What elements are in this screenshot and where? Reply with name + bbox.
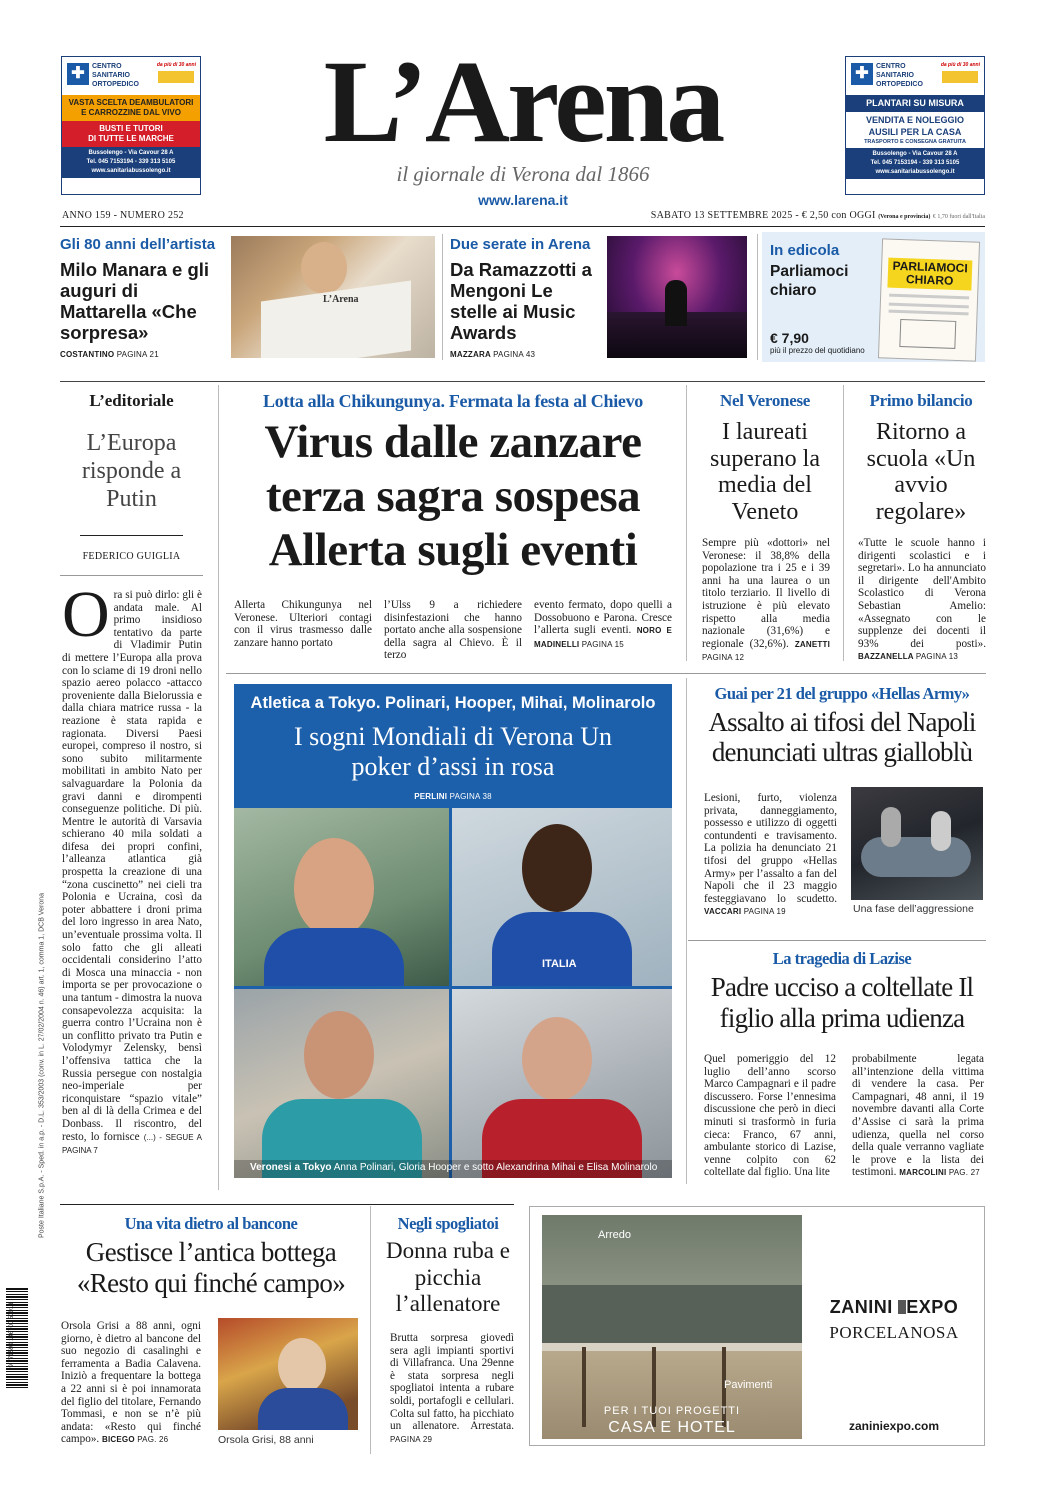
- lead-col-2: l’Ulss 9 a richiedere disinfestazioni che hanno portato anche alla sospensione della sagra al Chievo. È il terzo: [384, 599, 522, 662]
- teaser-title: Da Ramazzotti a Mengoni Le stelle ai Music Awards: [450, 259, 592, 343]
- sport-headline: I sogni Mondiali di Verona Un poker d’assi in rosa: [294, 722, 612, 781]
- masthead-logo[interactable]: L’Arena: [323, 36, 723, 167]
- story-title: Assalto ai tifosi del Napoli denunciati ultras gialloblù: [708, 707, 976, 767]
- teaser-parliamoci[interactable]: [762, 232, 985, 362]
- editorial-text: ra si può dirlo: gli è andata male. Al primo insidioso tentativo da parte di Vladimir Putin di mettere l’Europa alla prova con lo sciame di 19 droni nello spazio aereo polacco -attacco proveniente dalla Bielorussia e dalla chiara matrice russa - la reazione è stata rapida e ragionata. Diversi Paesi europei, compreso il nostro, si sono subito militarmente mobilitati in ambito Nato per salvaguardare la Polonia da gravi danni e dirompenti conseguenze politiche. Di più. Mentre le autorità di Varsavia schierano 40 mila soldati a difesa dei propri confini, l’alleanza atlantica già prospetta la creazione di una “zona cuscinetto” nei cieli tra Polonia e Ucraina, così da poter abbattere i droni prima del loro ingresso in area Nato, un’eventuale prossima volta. Il solo fatto che gli alleati occidentali considerino l’atto di Mosca una minaccia - non importa se per provocazione o una tantum - dimostra la nuova consapevolezza acquisita: la guerra contro l’Ucraina non è un conflitto privato tra Putin e Volodymyr Zelensky, bensì l’offensiva tattica che la Russia persegue con nostalgia neo-imperiale per riconquistare “spazio vitale” ben al di là della Crimea e del Donbass. Il riscontro, del resto, lo fornisce: [62, 589, 202, 1143]
- ad-line: VASTA SCELTA DEAMBULATORI: [68, 98, 194, 107]
- story-scuola[interactable]: [856, 385, 986, 662]
- teaser-music-awards[interactable]: [450, 232, 750, 362]
- lead-credit: NORO E MADINELLI PAGINA 15: [534, 626, 673, 649]
- cross-logo-icon: ✚: [67, 63, 89, 85]
- lead-col-3-text: evento fermato, dopo quelli a Dossobuono e Parona. Cresce l’allerta sugli eventi.: [534, 599, 672, 637]
- editorial[interactable]: [60, 385, 203, 1185]
- postal-notice: Poste Italiane S.p.A. - Sped. in a.p. - D.L. 353/2003 (conv. in L. 27/02/2004 n. 46) art. 1, comma 1, DCB Verona: [38, 893, 46, 1239]
- teaser-manara[interactable]: [60, 232, 435, 362]
- athlete-photo-molinarolo: [452, 989, 672, 1178]
- ad-zanini-expo[interactable]: [529, 1206, 985, 1446]
- story-lazise[interactable]: [697, 945, 987, 1185]
- ad-line: VENDITA E NOLEGGIO: [865, 115, 964, 125]
- ad-web: www.sanitariabussolengo.it: [91, 168, 171, 174]
- story-col-2: [852, 1053, 984, 1180]
- story-title: I laureati superano la media del Veneto: [710, 419, 820, 525]
- ad-line: DI TUTTE LE MARCHE: [88, 134, 174, 143]
- ad-line: PER I TUOI PROGETTI: [603, 1405, 741, 1417]
- editorial-title: L’Europa risponde a Putin: [81, 430, 182, 512]
- dateline: [600, 210, 985, 221]
- lead-col-1: Allerta Chikungunya nel Veronese. Ulteriori contagi con il virus trasmesso dalle zanzare hanno portato: [234, 599, 372, 649]
- ad-tag-arredo: Arredo: [598, 1229, 632, 1241]
- story-credit: BICEGO PAG. 26: [102, 1435, 169, 1445]
- issue-number: ANNO 159 - NUMERO 252: [62, 210, 184, 221]
- story-body: [61, 1320, 201, 1447]
- ad-promo: da più di 30 anni: [940, 62, 980, 68]
- editorial-body: [62, 578, 203, 1158]
- ad-tag-pavimenti: Pavimenti: [724, 1379, 773, 1391]
- photo-caption: Orsola Grisi, 88 anni: [218, 1434, 314, 1446]
- ad-phone: Tel. 045 7153194 - 339 313 5105: [86, 159, 176, 165]
- lead-story[interactable]: [228, 385, 678, 662]
- book-cover-title: PARLIAMOCI CHIARO: [887, 258, 972, 291]
- story-body: [858, 537, 986, 664]
- lead-col-3: [534, 599, 672, 651]
- story-kicker: Primo bilancio: [869, 391, 973, 410]
- story-col-1: Quel pomeriggio del 12 luglio dell’anno scorso Marco Campagnari e il padre discussero. Forse l’ennesima discussione che però in dieci minuti si trasformò in furia cieca: Franco, 67 anni, ambulante storico di Lazise, venne colpito con 62 coltellate dal figlio. Una lite: [704, 1053, 836, 1179]
- jersey-text: ITALIA: [542, 958, 577, 970]
- price-foreign: € 1,70 fuori dall'Italia: [932, 214, 985, 220]
- price: € 7,90: [770, 330, 809, 346]
- story-text: Lesioni, furto, violenza privata, danneggiamento, possesso e utilizzo di oggetti contundenti e travisamento. La polizia ha denunciato 21 tifosi del gruppo «Hellas Army» per l’assalto a fan del Napoli che il 23 maggio festeggiavano lo scudetto.: [704, 792, 837, 905]
- photo-caption: Una fase dell’aggressione: [853, 903, 974, 915]
- editorial-author: FEDERICO GUIGLIA: [82, 551, 181, 562]
- ad-line: BUSTI E TUTORI: [99, 124, 163, 133]
- story-text: Sempre più «dottori» nel Veronese: il 38,8% della popolazione tra i 25 e i 39 anni ha una laurea o un titolo terziario. Il livello di istruzione è più elevato rispetto alla media nazionale (31,6%) e regionale (32,6%).: [702, 537, 830, 650]
- ad-web: www.sanitariabussolengo.it: [875, 169, 955, 175]
- story-text: «Tutte le scuole hanno i dirigenti scolastici e i segretari». Lo ha annunciato il dirigente dell'Ambito Scolastico di Verona Sebastian Amelio: «Assegnato con le supplenze dei docenti il 93% dei posti».: [858, 537, 986, 650]
- story-kicker: La tragedia di Lazise: [772, 949, 912, 968]
- ad-line: CASA E HOTEL: [608, 1419, 736, 1436]
- story-title: Gestisce l’antica bottega «Resto qui finché campo»: [76, 1237, 346, 1298]
- ad-line: E CARROZZINE DAL VIVO: [81, 108, 181, 117]
- masthead-tagline: il giornale di Verona dal 1866: [396, 162, 650, 186]
- teaser-kicker: In edicola: [770, 242, 840, 259]
- story-credit: VACCARI PAGINA 19: [704, 907, 786, 917]
- story-text: Brutta sorpresa giovedì sera agli impianti sportivi di Villafranca. Una 29enne è stata sorpresa negli spogliatoi intenta a rubare soldi, portafogli e cellulari. Colta sul fatto, ha picchiato un allenatore. Arrestata.: [390, 1332, 514, 1433]
- story-title: Donna ruba e picchia l’allenatore: [386, 1238, 510, 1316]
- sport-credit: PERLINI PAGINA 38: [414, 792, 492, 801]
- dropcap: O: [62, 578, 110, 651]
- barcode-number: 9 771590 146700 50913: [9, 1302, 15, 1368]
- story-body: [390, 1332, 514, 1446]
- story-title: Ritorno a scuola «Un avvio regolare»: [866, 419, 976, 525]
- price-note: più il prezzo del quotidiano: [770, 346, 865, 355]
- teaser-credit: COSTANTINO PAGINA 21: [60, 350, 159, 359]
- athlete-photo-polinari: [234, 808, 449, 986]
- teaser-kicker: Gli 80 anni dell’artista: [60, 236, 216, 253]
- story-napoli[interactable]: [697, 680, 987, 930]
- date-price: SABATO 13 SETTEMBRE 2025 - € 2,50 con OGGI: [650, 210, 876, 221]
- ad-promo: da più di 30 anni: [156, 62, 196, 68]
- ad-brand: CENTRO SANITARIO ORTOPEDICO: [876, 63, 923, 88]
- book-cover: [878, 238, 980, 361]
- ad-address: Bussolengo - Via Cavour 28 A: [872, 151, 958, 157]
- cross-logo-icon: ✚: [851, 63, 873, 85]
- teaser-title: Milo Manara e gli auguri di Mattarella «Che sorpresa»: [60, 259, 210, 343]
- story-text: Orsola Grisi a 88 anni, ogni giorno, è dietro al bancone del suo negozio di casalinghi e ferramenta a Badia Calavena. Iniziò a frequentare la bottega a 22 anni si è poi innamorata del figlio del titolare, Fernando Tommasi, e non se n’è più andata: «Resto qui finché campo».: [61, 1320, 201, 1446]
- story-kicker: Una vita dietro al bancone: [124, 1214, 298, 1233]
- editorial-continue[interactable]: (...) - SEGUE A PAGINA 7: [62, 1132, 203, 1156]
- teaser-credit: MAZZARA PAGINA 43: [450, 350, 536, 359]
- story-kicker: Guai per 21 del gruppo «Hellas Army»: [714, 684, 970, 703]
- ad-left[interactable]: [61, 56, 201, 195]
- ad-brand: CENTRO SANITARIO ORTOPEDICO: [92, 63, 139, 88]
- story-credit: PAGINA 29: [390, 1434, 433, 1444]
- ad-line: PLANTARI SU MISURA: [866, 98, 964, 108]
- manara-photo: L’Arena: [231, 236, 435, 358]
- editorial-kicker: L’editoriale: [89, 391, 174, 410]
- ad-line: TRASPORTO E CONSEGNA GRATUITA: [864, 139, 966, 145]
- story-kicker: Negli spogliatoi: [397, 1214, 499, 1233]
- price-note: (Verona e provincia): [878, 214, 931, 220]
- shop-photo: [218, 1318, 358, 1430]
- ad-brand-logo: ZANINI EXPO: [829, 1297, 959, 1317]
- ad-phone: Tel. 045 7153194 - 339 313 5105: [870, 160, 960, 166]
- story-laureati[interactable]: [700, 385, 831, 663]
- teaser-title: Parliamoci chiaro: [770, 263, 849, 299]
- story-col-2-text: probabilmente legata all’intenzione della vittima di vendere la casa. Per Campagnari, 48 anni, il 19 novembre davanti alla Corte d’Assise ci sarà la prima udienza, quella nel corso della quale verranno vagliate le prove e la lista dei testimoni.: [852, 1053, 984, 1179]
- story-credit: MARCOLINI PAG. 27: [899, 1168, 980, 1178]
- story-body: [704, 792, 837, 919]
- lead-headline: Virus dalle zanzare terza sagra sospesa Allerta sugli eventi: [264, 416, 642, 576]
- sport-caption: Veronesi a Tokyo Anna Polinari, Gloria Hooper e sotto Alexandrina Mihai e Elisa Molinarolo: [234, 1160, 672, 1178]
- story-title: Padre ucciso a coltellate Il figlio alla prima udienza: [710, 972, 974, 1033]
- story-body: [702, 537, 830, 665]
- story-bottega[interactable]: [60, 1206, 362, 1456]
- teaser-kicker: Due serate in Arena: [450, 236, 591, 253]
- sport-feature[interactable]: [234, 684, 672, 1178]
- athlete-photo-hooper: [452, 808, 672, 986]
- athlete-photo-mihai: [234, 989, 449, 1178]
- story-kicker: Nel Veronese: [719, 391, 811, 410]
- sport-kicker: Atletica a Tokyo. Polinari, Hooper, Mihai, Molinarolo: [250, 694, 656, 712]
- lead-kicker: Lotta alla Chikungunya. Fermata la festa al Chievo: [262, 391, 643, 411]
- ultras-photo: [851, 787, 983, 900]
- ad-kitchen-photo: [542, 1215, 802, 1439]
- story-spogliatoi[interactable]: [382, 1206, 514, 1456]
- story-credit: BAZZANELLA PAGINA 13: [858, 652, 959, 662]
- ad-brand-porcelanosa: PORCELANOSA: [829, 1323, 959, 1342]
- concert-photo: [607, 236, 747, 358]
- ad-line: AUSILI PER LA CASA: [868, 127, 962, 137]
- story-credit: ZANETTI PAGINA 12: [702, 639, 831, 663]
- ad-right[interactable]: [845, 56, 985, 195]
- ad-web[interactable]: zaniniexpo.com: [848, 1419, 940, 1433]
- ad-address: Bussolengo - Via Cavour 28 A: [88, 150, 174, 156]
- site-url[interactable]: www.larena.it: [478, 192, 568, 208]
